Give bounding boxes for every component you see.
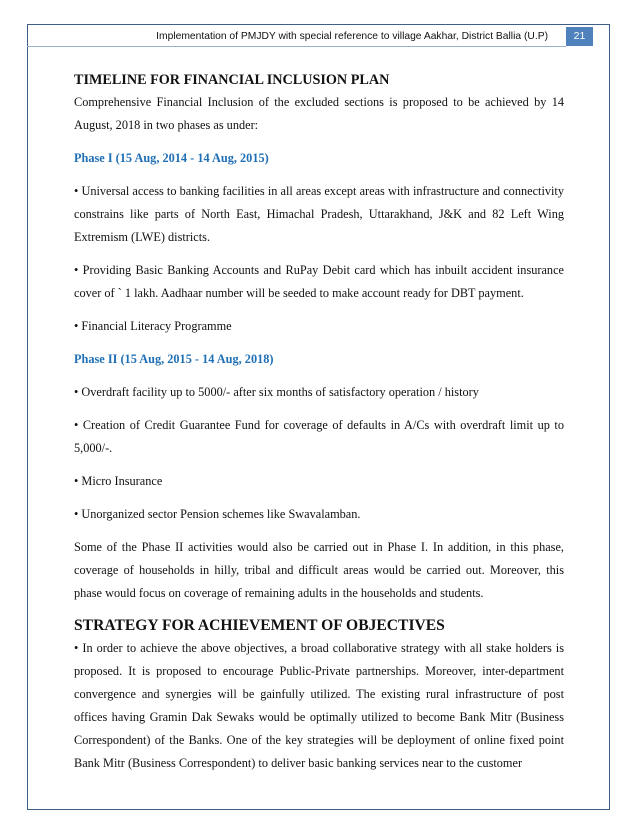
running-header: Implementation of PMJDY with special reference to village Aakhar, District Ballia (U.P) [156,31,548,42]
phase-2-item: • Micro Insurance [74,474,163,488]
phase-2-heading: Phase II (15 Aug, 2015 - 14 Aug, 2018) [74,352,274,366]
section-heading-strategy: STRATEGY FOR ACHIEVEMENT OF OBJECTIVES [74,617,445,634]
phase-2-item: • Creation of Credit Guarantee Fund for coverage of defaults in A/Cs with overdraft limit up to 5,000/-. [74,418,564,455]
intro-paragraph: Comprehensive Financial Inclusion of the excluded sections is proposed to be achieved by 14 August, 2018 in two phases as under: [74,95,564,132]
phase-2-item: • Unorganized sector Pension schemes like Swavalamban. [74,507,361,521]
phase-1-item: • Providing Basic Banking Accounts and RuPay Debit card which has inbuilt accident insurance cover of ` 1 lakh. Aadhaar number will be seeded to make account ready for DBT payment. [74,263,564,300]
phase-1-item: • Financial Literacy Programme [74,319,232,333]
header-divider [27,46,566,47]
phase-1-item: • Universal access to banking facilities in all areas except areas with infrastructure and connectivity constrains like parts of North East, Himachal Pradesh, Uttarakhand, J&K and 82 Left Wing Extremism (LWE) districts. [74,184,564,244]
section-heading-timeline: TIMELINE FOR FINANCIAL INCLUSION PLAN [74,72,390,88]
page-number-badge: 21 [566,27,593,46]
phase-1-heading: Phase I (15 Aug, 2014 - 14 Aug, 2015) [74,151,269,165]
strategy-paragraph: • In order to achieve the above objectives, a broad collaborative strategy with all stake holders is proposed. It is proposed to encourage Public-Private partnerships. Moreover, inter-department convergence and synergies will be gainfully utilized. The existing rural infrastructure of post offices having Gramin Dak Sewaks would be optimally utilized to become Bank Mitr (Business Correspondent) of the Banks. One of the key strategies will be deployment of online fixed point Bank Mitr (Business Correspondent) to deliver basic banking services near to the customer [74,641,564,770]
closing-paragraph: Some of the Phase II activities would also be carried out in Phase I. In addition, in this phase, coverage of households in hilly, tribal and difficult areas would be carried out. Moreover, this phase would focus on coverage of remaining adults in the households and students. [74,540,564,600]
document-body [74,69,564,775]
phase-2-item: • Overdraft facility up to 5000/- after six months of satisfactory operation / history [74,385,479,399]
